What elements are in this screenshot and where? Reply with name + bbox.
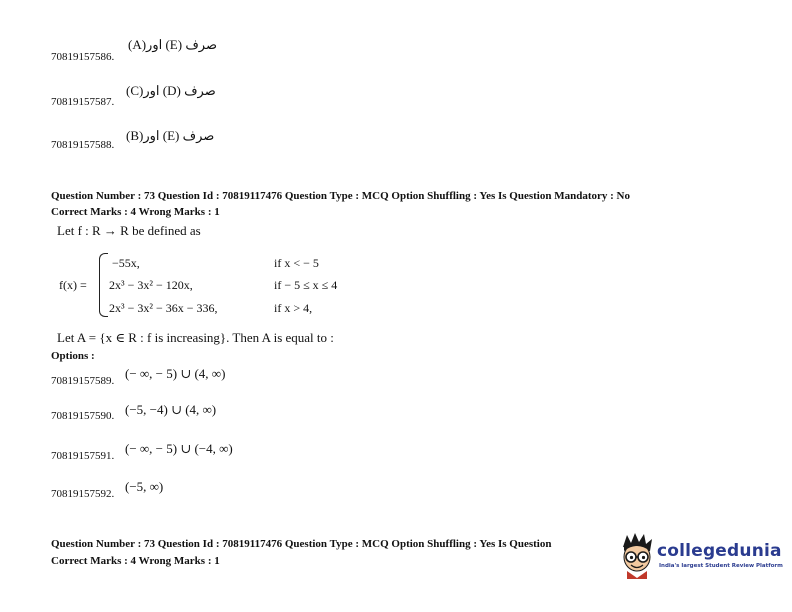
question-stem: Let f : R → R be defined as xyxy=(57,223,201,238)
case-3-cond: if x > 4, xyxy=(274,301,313,315)
mascot-icon xyxy=(617,531,657,579)
option-text: (−5, −4) ∪ (4, ∞) xyxy=(125,402,217,417)
option-text: (A)اور (E) صرف xyxy=(128,37,218,52)
question-header: Question Number : 73 Question Id : 70819117476 Question Type : MCQ Option Shuffling : Yes Is Question Mandatory : No xyxy=(51,190,630,202)
logo-wordmark: collegedunia xyxy=(657,541,782,561)
option-text: (− ∞, − 5) ∪ (−4, ∞) xyxy=(125,441,233,456)
option-id: 70819157592. xyxy=(51,488,115,500)
option-id: 70819157591. xyxy=(51,450,115,462)
option-id: 70819157589. xyxy=(51,375,115,387)
function-label: f(x) = xyxy=(59,278,87,292)
collegedunia-logo xyxy=(617,531,783,581)
option-id: 70819157590. xyxy=(51,410,115,422)
case-1-expr: −55x, xyxy=(112,256,140,270)
option-text: (− ∞, − 5) ∪ (4, ∞) xyxy=(125,366,226,381)
question-marks: Correct Marks : 4 Wrong Marks : 1 xyxy=(51,206,220,218)
option-text: (C)اور (D) صرف xyxy=(126,83,216,98)
case-2-expr: 2x³ − 3x² − 120x, xyxy=(109,278,193,292)
case-2-cond: if − 5 ≤ x ≤ 4 xyxy=(274,278,338,292)
next-question-header: Question Number : 73 Question Id : 70819117476 Question Type : MCQ Option Shuffling : Yes Is Question xyxy=(51,538,552,550)
next-question-marks: Correct Marks : 4 Wrong Marks : 1 xyxy=(51,555,220,567)
logo-tagline: India's largest Student Review Platform xyxy=(659,563,783,569)
options-label: Options : xyxy=(51,350,95,362)
case-1-cond: if x < − 5 xyxy=(274,256,319,270)
option-id: 70819157587. xyxy=(51,96,115,108)
case-3-expr: 2x³ − 3x² − 36x − 336, xyxy=(109,301,218,315)
question-statement: Let A = {x ∈ R : f is increasing}. Then A is equal to : xyxy=(57,330,334,345)
option-text: (B)اور (E) صرف xyxy=(126,128,215,143)
left-brace xyxy=(99,253,108,317)
option-text: (−5, ∞) xyxy=(125,479,164,494)
option-id: 70819157588. xyxy=(51,139,115,151)
option-id: 70819157586. xyxy=(51,51,115,63)
